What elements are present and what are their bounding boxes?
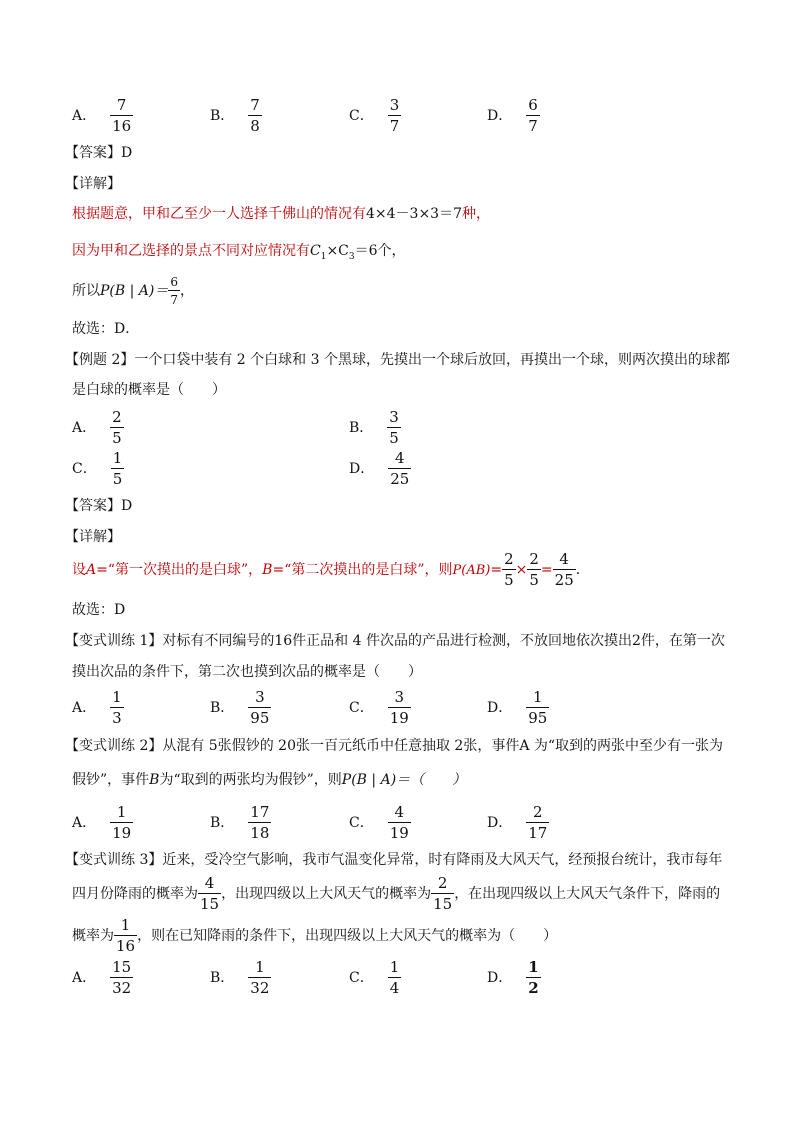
fraction: $\frac{7}{8}$	[250, 96, 260, 135]
option-letter: C．	[349, 108, 374, 124]
fraction: $\frac{1}{19}$	[112, 803, 132, 842]
fraction: $\frac{2}{17}$	[528, 803, 548, 842]
fraction: $\frac{1}{4}$	[389, 958, 400, 997]
variant-1-line-2: 摸出次品的条件下，第二次也摸到次品的概率是（ ）	[72, 664, 422, 680]
example-2-line-1: 【例题 2】一个口袋中装有 2 个白球和 3 个黑球，先摸出一个球后放回，再摸出一个球，则两次摸出的球都	[65, 352, 730, 368]
option-a	[72, 98, 133, 134]
fraction: $\frac{1}{2}$	[528, 958, 539, 997]
option-a: A． $\frac{15}{32}$	[72, 958, 132, 997]
fraction: $\frac{2}{5}$	[529, 550, 539, 589]
fraction: $\frac{17}{18}$	[250, 803, 270, 842]
fraction: $\frac{2}{15}$	[433, 874, 453, 913]
solution-line-2: 因为甲和乙选择的景点不同对应情况有$C_1\times C_3=6$个，	[72, 243, 406, 262]
option-a: A． $\frac{1}{3}$	[72, 688, 122, 727]
option-a: A． $\frac{2}{5}$	[72, 408, 122, 447]
fraction: $\frac{3}{95}$	[250, 688, 270, 727]
variant-3-line-2: 四月份降雨的概率为 $\frac{4}{15}$ ，出现四级以上大风天气的概率为 $\frac{2}{15}$ ，在出现四级以上大风天气条件下，降雨的	[72, 874, 721, 913]
fraction: $\frac{3}{5}$	[389, 408, 399, 447]
answer-label: 【答案】D	[65, 498, 133, 514]
fraction: $\frac{4}{19}$	[389, 803, 409, 842]
option-d: D． $\frac{2}{17}$	[487, 803, 548, 842]
option-b	[210, 98, 262, 134]
option-b: B． $\frac{3}{5}$	[349, 408, 399, 447]
option-d: D． $\frac{1}{95}$	[487, 688, 548, 727]
option-c: C． $\frac{1}{5}$	[72, 449, 123, 488]
fraction: $\frac{1}{3}$	[112, 688, 122, 727]
option-c: C． $\frac{3}{19}$	[349, 688, 409, 727]
option-b: B． $\frac{1}{32}$	[210, 958, 270, 997]
variant-3-line-3: 概率为 $\frac{1}{16}$ ，则在已知降雨的条件下，出现四级以上大风天气的概率为（ ）	[72, 916, 558, 955]
option-b: B． $\frac{3}{95}$	[210, 688, 270, 727]
fraction: $\frac{4}{15}$	[200, 874, 220, 913]
fraction: $\frac{1}{95}$	[528, 688, 548, 727]
option-d	[487, 98, 540, 134]
choose-line: 故选：D	[72, 602, 126, 618]
option-letter: D．	[487, 108, 513, 124]
fraction: $\frac{4}{25}$	[390, 449, 410, 488]
fraction: $\frac{2}{5}$	[112, 408, 122, 447]
variant-2-line-1: 【变式训练 2】从混有 5张假钞的 20张一百元纸币中任意抽取 2张，事件A 为“取到的两张中至少有一张为	[65, 738, 724, 754]
fraction: $\frac{3}{7}$	[389, 96, 400, 135]
fraction: $\frac{4}{25}$	[554, 550, 574, 589]
fraction: $\frac{1}{16}$	[116, 916, 136, 955]
option-c: C． $\frac{4}{19}$	[349, 803, 409, 842]
option-c	[349, 98, 401, 134]
example-2-line-2: 是白球的概率是（ ）	[72, 382, 226, 398]
variant-2-line-2: 假钞”，事件B为“取到的两张均为假钞”，则P(B | A)＝（ ）	[72, 772, 467, 788]
solution-line-3: 所以P(B | A)＝ $\frac{6}{7}$ ，	[72, 275, 194, 307]
option-letter: A．	[72, 108, 97, 124]
option-letter: B．	[210, 108, 235, 124]
fraction: $\frac{6}{7}$	[170, 275, 178, 307]
solution-line: 设 A =“第一次摸出的是白球”， B =“第二次摸出的是白球”，则 P(AB) = $\frac{2}{5}$ × $\frac{2}{5}$ = $\frac{4}{25}$ ．	[72, 550, 590, 589]
fraction: $\frac{1}{32}$	[250, 958, 270, 997]
answer-label: 【答案】D	[65, 145, 133, 161]
option-a: A． $\frac{1}{19}$	[72, 803, 132, 842]
option-c: C． $\frac{1}{4}$	[349, 958, 400, 997]
fraction: $\frac{7}{16}$	[112, 96, 132, 135]
option-b: B． $\frac{17}{18}$	[210, 803, 270, 842]
fraction: $\frac{2}{5}$	[504, 550, 514, 589]
option-d: D． $\frac{4}{25}$	[349, 449, 410, 488]
option-d: D． $\frac{1}{2}$	[487, 958, 539, 997]
detail-label: 【详解】	[65, 529, 121, 545]
fraction: $\frac{6}{7}$	[528, 96, 538, 135]
variant-3-line-1: 【变式训练 3】近来，受冷空气影响，我市气温变化异常，时有降雨及大风天气，经预报台统计，我市每年	[65, 852, 723, 868]
variant-1-line-1: 【变式训练 1】对标有不同编号的16件正品和 4 件次品的产品进行检测，不放回地依次摸出2件，在第一次	[65, 633, 725, 649]
detail-label: 【详解】	[65, 176, 121, 192]
choose-line: 故选：D．	[72, 321, 140, 337]
fraction: $\frac{1}{5}$	[112, 449, 123, 488]
fraction: $\frac{3}{19}$	[389, 688, 409, 727]
solution-line-1: 根据题意，甲和乙至少一人选择千佛山的情况有4×4－3×3＝7种，	[72, 206, 490, 222]
fraction: $\frac{15}{32}$	[112, 958, 132, 997]
